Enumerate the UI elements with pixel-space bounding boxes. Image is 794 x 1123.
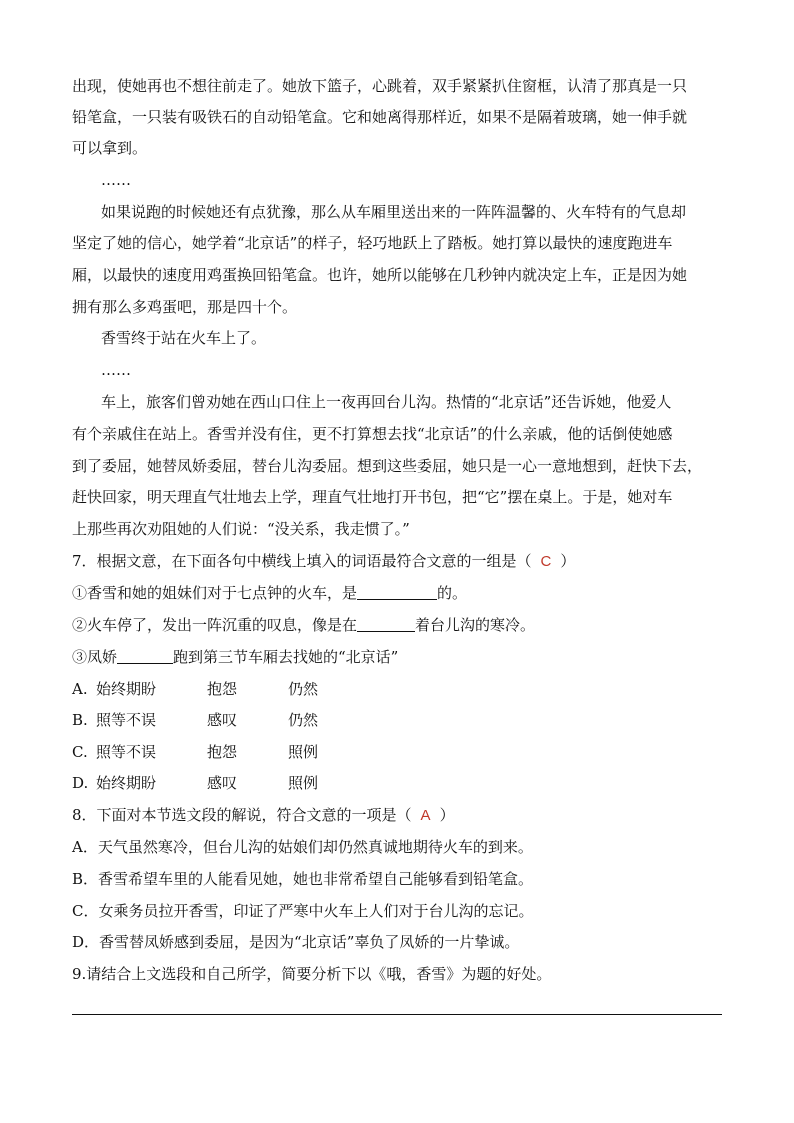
question-7-sentence-1 <box>72 583 732 603</box>
question-7-option-a[interactable] <box>72 679 732 699</box>
answer-line[interactable] <box>72 1014 722 1015</box>
option-word: 抱怨 <box>207 743 238 761</box>
passage-line: 上那些再次劝阻她的人们说：“没关系，我走惯了。” <box>72 520 410 538</box>
sentence-text: ②火车停了，发出一阵沉重的叹息，像是在 <box>72 616 358 634</box>
question-7-answer: C <box>540 553 552 570</box>
passage-line: 铅笔盒，一只装有吸铁石的自动铅笔盒。它和她离得那样近，如果不是隔着玻璃，她一伸手就 <box>72 108 688 126</box>
question-7-sentence-2 <box>72 615 732 635</box>
passage-line: 到了委屈，她替凤娇委屈，替台儿沟委屈。想到这些委屈，她只是一心一意地想到，赶快下去， <box>72 457 703 475</box>
question-8-option-b[interactable]: B．香雪希望车里的人能看见她，她也非常希望自己能够看到铅笔盒。 <box>72 870 534 888</box>
fill-blank[interactable] <box>117 648 173 664</box>
sentence-text: 跑到第三节车厢去找她的“北京话” <box>173 648 399 666</box>
passage-line: 车上，旅客们曾劝她在西山口住上一夜再回台儿沟。热情的“北京话”还告诉她，他爱人 <box>101 393 672 411</box>
question-8-option-c[interactable]: C．女乘务员拉开香雪，印证了严寒中火车上人们对于台儿沟的忘记。 <box>72 902 534 920</box>
question-8-stem <box>72 805 732 826</box>
question-7-close: ） <box>560 552 576 570</box>
passage-line: 拥有那么多鸡蛋吧，那是四十个。 <box>72 298 298 316</box>
fill-blank[interactable] <box>357 616 415 632</box>
option-word: 始终期盼 <box>96 774 157 792</box>
option-letter: D. <box>72 774 89 792</box>
option-word: 仍然 <box>288 711 319 729</box>
option-letter: B. <box>72 711 88 729</box>
question-7-option-b[interactable] <box>72 710 732 730</box>
option-word: 始终期盼 <box>96 680 157 698</box>
passage-line: 出现，使她再也不想往前走了。她放下篮子，心跳着，双手紧紧扒住窗框，认清了那真是一只 <box>72 77 688 95</box>
ellipsis-line: …… <box>101 171 131 189</box>
passage-line: 厢，以最快的速度用鸡蛋换回铅笔盒。也许，她所以能够在几秒钟内就决定上车，正是因为她 <box>72 266 688 284</box>
fill-blank[interactable] <box>357 584 437 600</box>
option-word: 感叹 <box>207 774 238 792</box>
passage-line: 如果说跑的时候她还有点犹豫，那么从车厢里送出来的一阵阵温馨的、火车特有的气息却 <box>101 203 687 221</box>
sentence-text: ③凤娇 <box>72 648 118 666</box>
option-word: 照例 <box>288 774 319 792</box>
question-7-option-c[interactable] <box>72 742 732 762</box>
ellipsis-line: …… <box>101 361 131 379</box>
question-7-sentence-3 <box>72 647 732 667</box>
option-word: 照等不误 <box>96 711 157 729</box>
passage-line: 坚定了她的信心，她学着“北京话”的样子，轻巧地跃上了踏板。她打算以最快的速度跑进车 <box>72 234 673 252</box>
question-8-option-d[interactable]: D．香雪替凤娇感到委屈，是因为“北京话”辜负了凤娇的一片挚诚。 <box>72 933 520 951</box>
passage-line: 赶快回家，明天理直气壮地去上学，理直气壮地打开书包，把“它”摆在桌上。于是，她对车 <box>72 488 673 506</box>
option-letter: C. <box>72 743 88 761</box>
question-8-close: ） <box>439 806 455 824</box>
question-8-answer: A <box>420 807 431 824</box>
sentence-text: 的。 <box>437 584 468 602</box>
question-7-option-d[interactable] <box>72 773 732 793</box>
question-8-text: 8．下面对本节选文段的解说，符合文意的一项是（ <box>72 806 412 824</box>
sentence-text: ①香雪和她的姐妹们对于七点钟的火车，是 <box>72 584 358 602</box>
question-9-stem: 9.请结合上文选段和自己所学，简要分析下以《哦，香雪》为题的好处。 <box>72 965 552 983</box>
question-7-text: 7．根据文意，在下面各句中横线上填入的词语最符合文意的一组是（ <box>72 552 532 570</box>
option-word: 照例 <box>288 743 319 761</box>
passage-line: 有个亲戚住在站上。香雪并没有住，更不打算想去找“北京话”的什么亲戚，他的话倒使她感 <box>72 425 673 443</box>
option-letter: A. <box>72 680 88 698</box>
option-word: 照等不误 <box>96 743 157 761</box>
option-word: 抱怨 <box>207 680 238 698</box>
sentence-text: 着台儿沟的寒冷。 <box>415 616 536 634</box>
passage-line: 香雪终于站在火车上了。 <box>101 329 267 347</box>
option-word: 感叹 <box>207 711 238 729</box>
passage-line: 可以拿到。 <box>72 139 148 157</box>
option-word: 仍然 <box>288 680 319 698</box>
question-7-stem <box>72 551 732 572</box>
question-8-option-a[interactable]: A．天气虽然寒冷，但台儿沟的姑娘们却仍然真诚地期待火车的到来。 <box>72 838 533 856</box>
